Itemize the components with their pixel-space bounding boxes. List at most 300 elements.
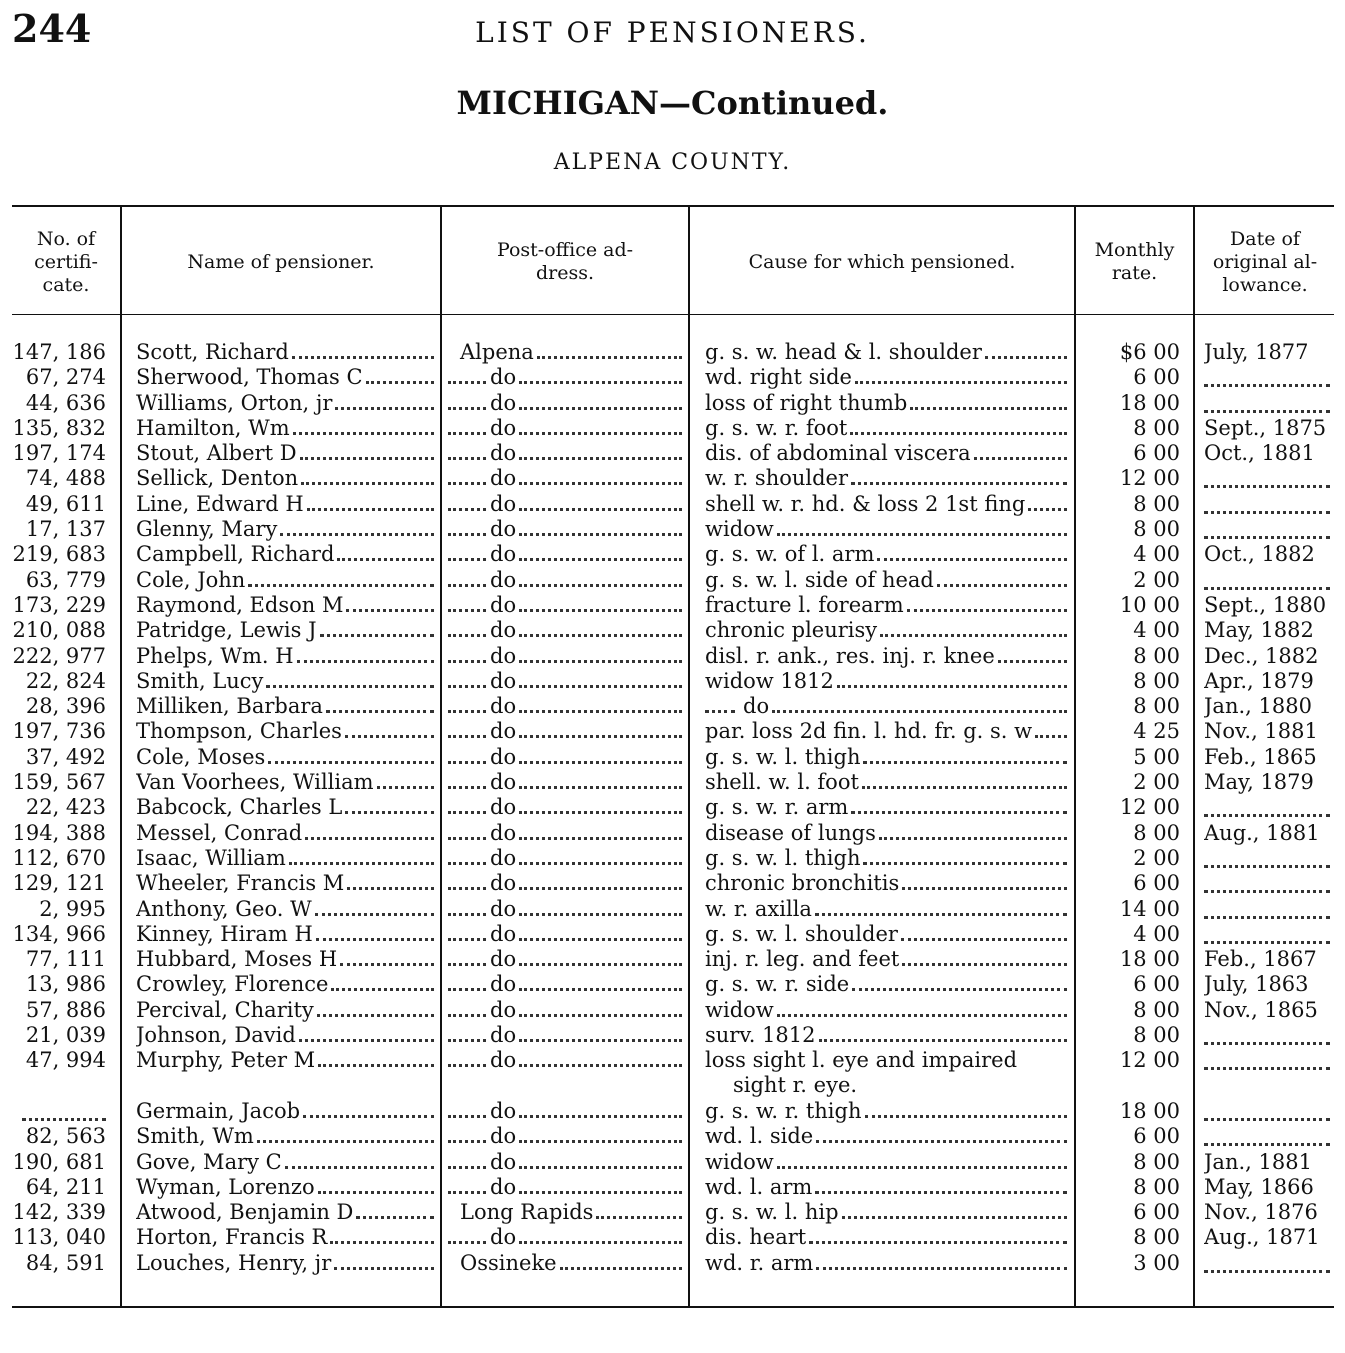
cell-text: disl. r. ank., res. inj. r. knee [705, 643, 995, 668]
cause [705, 998, 1069, 1023]
dot-leader [356, 1200, 434, 1219]
cause [705, 568, 1069, 593]
dot-leader [877, 542, 1067, 561]
post-office [448, 1023, 684, 1048]
dot-leader [519, 795, 682, 814]
date-of-allowance: Apr., 1879 [1204, 668, 1314, 693]
state-heading: MICHIGAN—Continued. [456, 84, 889, 122]
certificate-number: 197, 174 [12, 441, 106, 466]
cell-text: w. r. axilla [705, 896, 812, 921]
monthly-rate: 2 00 [1133, 567, 1180, 592]
table-row [0, 593, 1345, 618]
table-row [0, 947, 1345, 972]
dot-leader [448, 568, 486, 587]
certificate-number: 159, 567 [12, 770, 106, 795]
dot-leader [519, 416, 682, 435]
dot-leader [448, 1150, 486, 1169]
date-of-allowance: Feb., 1867 [1204, 947, 1317, 972]
table-row [0, 770, 1345, 795]
cell-text: Glenny, Mary [136, 517, 278, 542]
dot-leader [347, 871, 434, 890]
cell-text: wd. l. side [705, 1124, 814, 1149]
certificate-number: 17, 137 [25, 517, 106, 542]
dot-leader [448, 922, 486, 941]
certificate-number: 129, 121 [12, 871, 106, 896]
cell-text: Long Rapids [460, 1200, 594, 1225]
table-row [0, 694, 1345, 719]
dot-leader [519, 694, 682, 713]
cell-text: do [490, 517, 517, 542]
dot-leader [519, 1099, 682, 1118]
dot-leader [1204, 517, 1330, 539]
dot-leader [307, 492, 434, 511]
dot-leader [303, 1099, 434, 1118]
cause [705, 871, 1069, 896]
cell-text: do [490, 820, 517, 845]
monthly-rate: 6 00 [1133, 871, 1180, 896]
dot-leader [902, 947, 1067, 966]
cell-text: do [490, 1048, 517, 1073]
date-of-allowance: May, 1882 [1204, 618, 1314, 643]
post-office [448, 1225, 684, 1250]
cell-text: do [490, 744, 517, 769]
cause [705, 644, 1069, 669]
dot-leader [998, 644, 1067, 663]
table-row [0, 1048, 1345, 1099]
cell-text: do [490, 1149, 517, 1174]
cause [705, 972, 1069, 997]
cause [705, 441, 1069, 466]
date-of-allowance [1204, 922, 1336, 944]
cell-text: do [490, 1023, 517, 1048]
cell-text: do [490, 415, 517, 440]
certificate-number: 194, 388 [12, 820, 106, 845]
cell-text: g. s. w. head & l. shoulder [705, 340, 982, 364]
cell-text: shell. w. l. foot [705, 770, 859, 795]
header-bottom-rule [12, 314, 1334, 315]
monthly-rate: 4 00 [1133, 921, 1180, 946]
post-office [448, 466, 684, 491]
pensioner-name [136, 669, 436, 694]
table-row [0, 821, 1345, 846]
cell-text: g. s. w. of l. arm [705, 542, 875, 567]
post-office [448, 340, 684, 365]
cell-text: Kinney, Hiram H [136, 921, 313, 946]
cell-text: do [490, 491, 517, 516]
dot-leader [815, 1175, 1067, 1194]
pensioner-name [136, 391, 436, 416]
date-of-allowance: Aug., 1871 [1204, 1225, 1320, 1250]
dot-leader [1204, 846, 1330, 868]
dot-leader [519, 466, 682, 485]
cell-text: widow [705, 1149, 774, 1174]
cell-text: wd. right side [705, 365, 852, 390]
cell-text: Smith, Wm [136, 1124, 254, 1149]
pensioner-name [136, 466, 436, 491]
cell-text: widow [705, 517, 774, 542]
date-of-allowance: July, 1877 [1204, 340, 1309, 364]
table-row [0, 416, 1345, 441]
monthly-rate: 6 00 [1133, 1124, 1180, 1149]
cause [705, 745, 1069, 770]
certificate-number: 21, 039 [25, 1023, 106, 1048]
running-head: LIST OF PENSIONERS. [475, 16, 870, 49]
cause [705, 1200, 1069, 1225]
certificate-number: 219, 683 [12, 542, 106, 567]
monthly-rate: 10 00 [1119, 592, 1180, 617]
dot-leader [842, 1200, 1067, 1219]
pensioner-table-body [0, 340, 1345, 1276]
dot-leader [863, 846, 1067, 865]
certificate-number: 210, 088 [12, 618, 106, 643]
cause [705, 947, 1069, 972]
dot-leader [292, 340, 434, 359]
pensioner-name [136, 947, 436, 972]
monthly-rate: 8 00 [1133, 820, 1180, 845]
dot-leader [448, 441, 486, 460]
certificate-number: 63, 779 [25, 567, 106, 592]
dot-leader [850, 416, 1067, 435]
table-row [0, 795, 1345, 820]
pensioner-name [136, 618, 436, 643]
post-office [448, 795, 684, 820]
cell-text: Johnson, David [136, 1023, 296, 1048]
monthly-rate: 4 00 [1133, 542, 1180, 567]
date-of-allowance [1204, 897, 1336, 919]
cell-text: chronic bronchitis [705, 871, 900, 896]
pensioner-name [136, 998, 436, 1023]
dot-leader [772, 694, 1067, 713]
cell-text: do [490, 390, 517, 415]
dot-leader [837, 669, 1067, 688]
dot-leader [248, 568, 434, 587]
post-office [448, 871, 684, 896]
post-office [448, 517, 684, 542]
certificate-number: 142, 339 [12, 1200, 106, 1225]
cause [705, 365, 1069, 390]
cell-text: do [490, 997, 517, 1022]
dot-leader [345, 795, 434, 814]
post-office [448, 416, 684, 441]
dot-leader [448, 694, 486, 713]
monthly-rate: 18 00 [1119, 947, 1180, 972]
pensioner-name [136, 1251, 436, 1276]
header-certificate: No. of certifi- cate. [34, 227, 98, 296]
post-office [448, 365, 684, 390]
dot-leader [448, 492, 486, 511]
dot-leader [448, 1048, 486, 1067]
table-row [0, 492, 1345, 517]
dot-leader [863, 745, 1067, 764]
cell-text: do [490, 643, 517, 668]
dot-leader [334, 1251, 434, 1270]
dot-leader [901, 922, 1067, 941]
cell-text: w. r. shoulder [705, 466, 849, 491]
dot-leader [519, 365, 682, 384]
dot-leader [280, 517, 434, 536]
cell-text: do [490, 441, 517, 466]
dot-leader [1204, 795, 1330, 817]
post-office [448, 391, 684, 416]
cell-text: Campbell, Richard [136, 542, 335, 567]
dot-leader [448, 795, 486, 814]
dot-leader [448, 542, 486, 561]
table-row [0, 340, 1345, 365]
pensioner-name [136, 1225, 436, 1250]
cell-text: g. s. w. l. thigh [705, 845, 861, 870]
cell-text: do [490, 770, 517, 795]
cell-text: Cole, John [136, 567, 246, 592]
cause [705, 492, 1069, 517]
dot-leader [1204, 922, 1330, 944]
cell-text: do [490, 921, 517, 946]
cell-text: g. s. w. l. side of head [705, 567, 934, 592]
cell-text: Line, Edward H [136, 491, 304, 516]
post-office [448, 593, 684, 618]
dot-leader [985, 340, 1067, 359]
dot-leader [337, 542, 434, 561]
pensioner-name [136, 1200, 436, 1225]
dot-leader [331, 972, 434, 991]
monthly-rate: 3 00 [1133, 1250, 1180, 1275]
table-row [0, 1150, 1345, 1175]
certificate-number: 84, 591 [25, 1250, 106, 1275]
pensioner-name [136, 593, 436, 618]
post-office [448, 492, 684, 517]
cause [705, 391, 1069, 416]
table-row [0, 871, 1345, 896]
table-row [0, 391, 1345, 416]
dot-leader [519, 871, 682, 890]
dot-leader [1204, 897, 1330, 919]
dot-leader [345, 719, 434, 738]
dot-leader [519, 846, 682, 865]
dot-leader [777, 998, 1067, 1017]
cell-text: loss of right thumb [705, 390, 908, 415]
table-row [0, 669, 1345, 694]
monthly-rate: 8 00 [1133, 1149, 1180, 1174]
dot-leader [293, 416, 434, 435]
dot-leader [777, 1150, 1067, 1169]
cause [705, 1251, 1069, 1276]
dot-leader [448, 1124, 486, 1143]
date-of-allowance [1204, 492, 1336, 514]
post-office [448, 770, 684, 795]
certificate-number: 22, 423 [25, 795, 106, 820]
cause [705, 416, 1069, 441]
post-office [448, 542, 684, 567]
dot-leader [297, 644, 434, 663]
post-office [448, 1150, 684, 1175]
date-of-allowance: Nov., 1876 [1204, 1200, 1318, 1225]
cause [705, 542, 1069, 567]
date-of-allowance: July, 1863 [1204, 972, 1309, 997]
cell-text: Raymond, Edson M [136, 592, 344, 617]
cause [705, 669, 1069, 694]
dot-leader [862, 770, 1067, 789]
dot-leader [326, 694, 434, 713]
cell-text: shell w. r. hd. & loss 2 1st fing [705, 491, 1026, 516]
post-office [448, 821, 684, 846]
dot-leader [257, 1124, 434, 1143]
pensioner-name [136, 1124, 436, 1149]
cause [705, 846, 1069, 871]
cell-text: Patridge, Lewis J [136, 618, 317, 643]
dot-leader [519, 770, 682, 789]
header-post-office: Post-office ad- dress. [496, 239, 634, 284]
dot-leader [448, 998, 486, 1017]
dot-leader [448, 669, 486, 688]
monthly-rate: 8 00 [1133, 997, 1180, 1022]
dot-leader [448, 517, 486, 536]
cell-text: do [490, 668, 517, 693]
date-of-allowance [1204, 391, 1336, 413]
pensioner-name [136, 795, 436, 820]
certificate-number: 13, 986 [25, 972, 106, 997]
cell-text: Smith, Lucy [136, 668, 264, 693]
dot-leader [596, 1200, 682, 1219]
table-row [0, 1124, 1345, 1149]
post-office [448, 669, 684, 694]
date-of-allowance [1204, 795, 1336, 817]
cell-text: do [743, 694, 770, 719]
post-office [448, 897, 684, 922]
dot-leader [448, 846, 486, 865]
cell-text: Williams, Orton, jr [136, 390, 333, 415]
dot-leader [448, 1175, 486, 1194]
cell-text: wd. r. arm [705, 1250, 814, 1275]
dot-leader [519, 998, 682, 1017]
certificate-number: 197, 736 [12, 719, 106, 744]
certificate-number: 37, 492 [25, 744, 106, 769]
dot-leader [320, 618, 435, 637]
table-row [0, 1225, 1345, 1250]
certificate-number: 190, 681 [12, 1149, 106, 1174]
monthly-rate: 8 00 [1133, 415, 1180, 440]
pensioner-name [136, 1099, 436, 1124]
cell-text: do [490, 567, 517, 592]
monthly-rate: 12 00 [1119, 466, 1180, 491]
post-office [448, 745, 684, 770]
cell-text: Crowley, Florence [136, 972, 329, 997]
certificate-number: 2, 995 [39, 896, 106, 921]
dot-leader [346, 593, 434, 612]
cell-text: do [490, 1174, 517, 1199]
cause [705, 1124, 1069, 1149]
monthly-rate: 8 00 [1133, 668, 1180, 693]
table-row [0, 1251, 1345, 1276]
cell-text: Milliken, Barbara [136, 694, 323, 719]
pensioner-name [136, 568, 436, 593]
cell-text: do [490, 1225, 517, 1250]
pensioner-name [136, 694, 436, 719]
table-row [0, 441, 1345, 466]
dot-leader [855, 365, 1067, 384]
cell-text: do [490, 618, 517, 643]
date-of-allowance [1204, 846, 1336, 868]
dot-leader [1204, 1023, 1330, 1045]
dot-leader [519, 719, 682, 738]
dot-leader [318, 1048, 434, 1067]
monthly-rate: 2 00 [1133, 770, 1180, 795]
dot-leader [809, 1225, 1067, 1244]
post-office [448, 998, 684, 1023]
cell-text: Percival, Charity [136, 997, 314, 1022]
dot-leader [815, 897, 1067, 916]
date-of-allowance [1204, 1124, 1336, 1146]
dot-leader [777, 517, 1067, 536]
dot-leader [335, 391, 434, 410]
cause [705, 1048, 1069, 1098]
county-heading: ALPENA COUNTY. [553, 150, 792, 175]
cause [705, 1023, 1069, 1048]
dot-leader [519, 669, 682, 688]
monthly-rate: 8 00 [1133, 1023, 1180, 1048]
dot-leader [519, 644, 682, 663]
dot-leader [1204, 1124, 1330, 1146]
pensioner-name [136, 416, 436, 441]
post-office [448, 1124, 684, 1149]
dot-leader [300, 441, 434, 460]
dot-leader [448, 593, 486, 612]
certificate-number: 82, 563 [25, 1124, 106, 1149]
date-of-allowance: Feb., 1865 [1204, 744, 1317, 769]
pensioner-name [136, 846, 436, 871]
dot-leader [519, 1225, 682, 1244]
dot-leader [315, 897, 434, 916]
pensioner-name [136, 542, 436, 567]
post-office [448, 1200, 684, 1225]
dot-leader [448, 644, 486, 663]
date-of-allowance [1204, 1048, 1336, 1070]
dot-leader [1204, 1099, 1330, 1121]
post-office [448, 922, 684, 947]
cell-text: surv. 1812 [705, 1023, 816, 1048]
dot-leader [819, 1023, 1067, 1042]
cell-text: Stout, Albert D [136, 441, 297, 466]
monthly-rate: 8 00 [1133, 694, 1180, 719]
dot-leader [705, 694, 735, 713]
dot-leader [448, 821, 486, 840]
dot-leader [519, 972, 682, 991]
pensioner-name [136, 922, 436, 947]
date-of-allowance [1204, 568, 1336, 590]
dot-leader [519, 618, 682, 637]
dot-leader [448, 618, 486, 637]
date-of-allowance: Jan., 1881 [1204, 1149, 1312, 1174]
pensioner-name [136, 770, 436, 795]
cause [705, 795, 1069, 820]
table-row [0, 517, 1345, 542]
cell-text: g. s. w. r. side [705, 972, 850, 997]
certificate-number: 64, 211 [25, 1174, 106, 1199]
cause [705, 593, 1069, 618]
header-cause: Cause for which pensioned. [748, 250, 1016, 273]
cause [705, 1225, 1069, 1250]
pensioner-name [136, 1175, 436, 1200]
table-row [0, 998, 1345, 1023]
pensioner-name [136, 719, 436, 744]
dot-leader [448, 365, 486, 384]
monthly-rate: 14 00 [1119, 896, 1180, 921]
date-of-allowance [1204, 1023, 1336, 1045]
table-row [0, 972, 1345, 997]
cell-text: do [490, 1124, 517, 1149]
date-of-allowance [1204, 365, 1336, 387]
dot-leader [519, 1175, 682, 1194]
post-office [448, 1099, 684, 1124]
monthly-rate: 8 00 [1133, 1174, 1180, 1199]
